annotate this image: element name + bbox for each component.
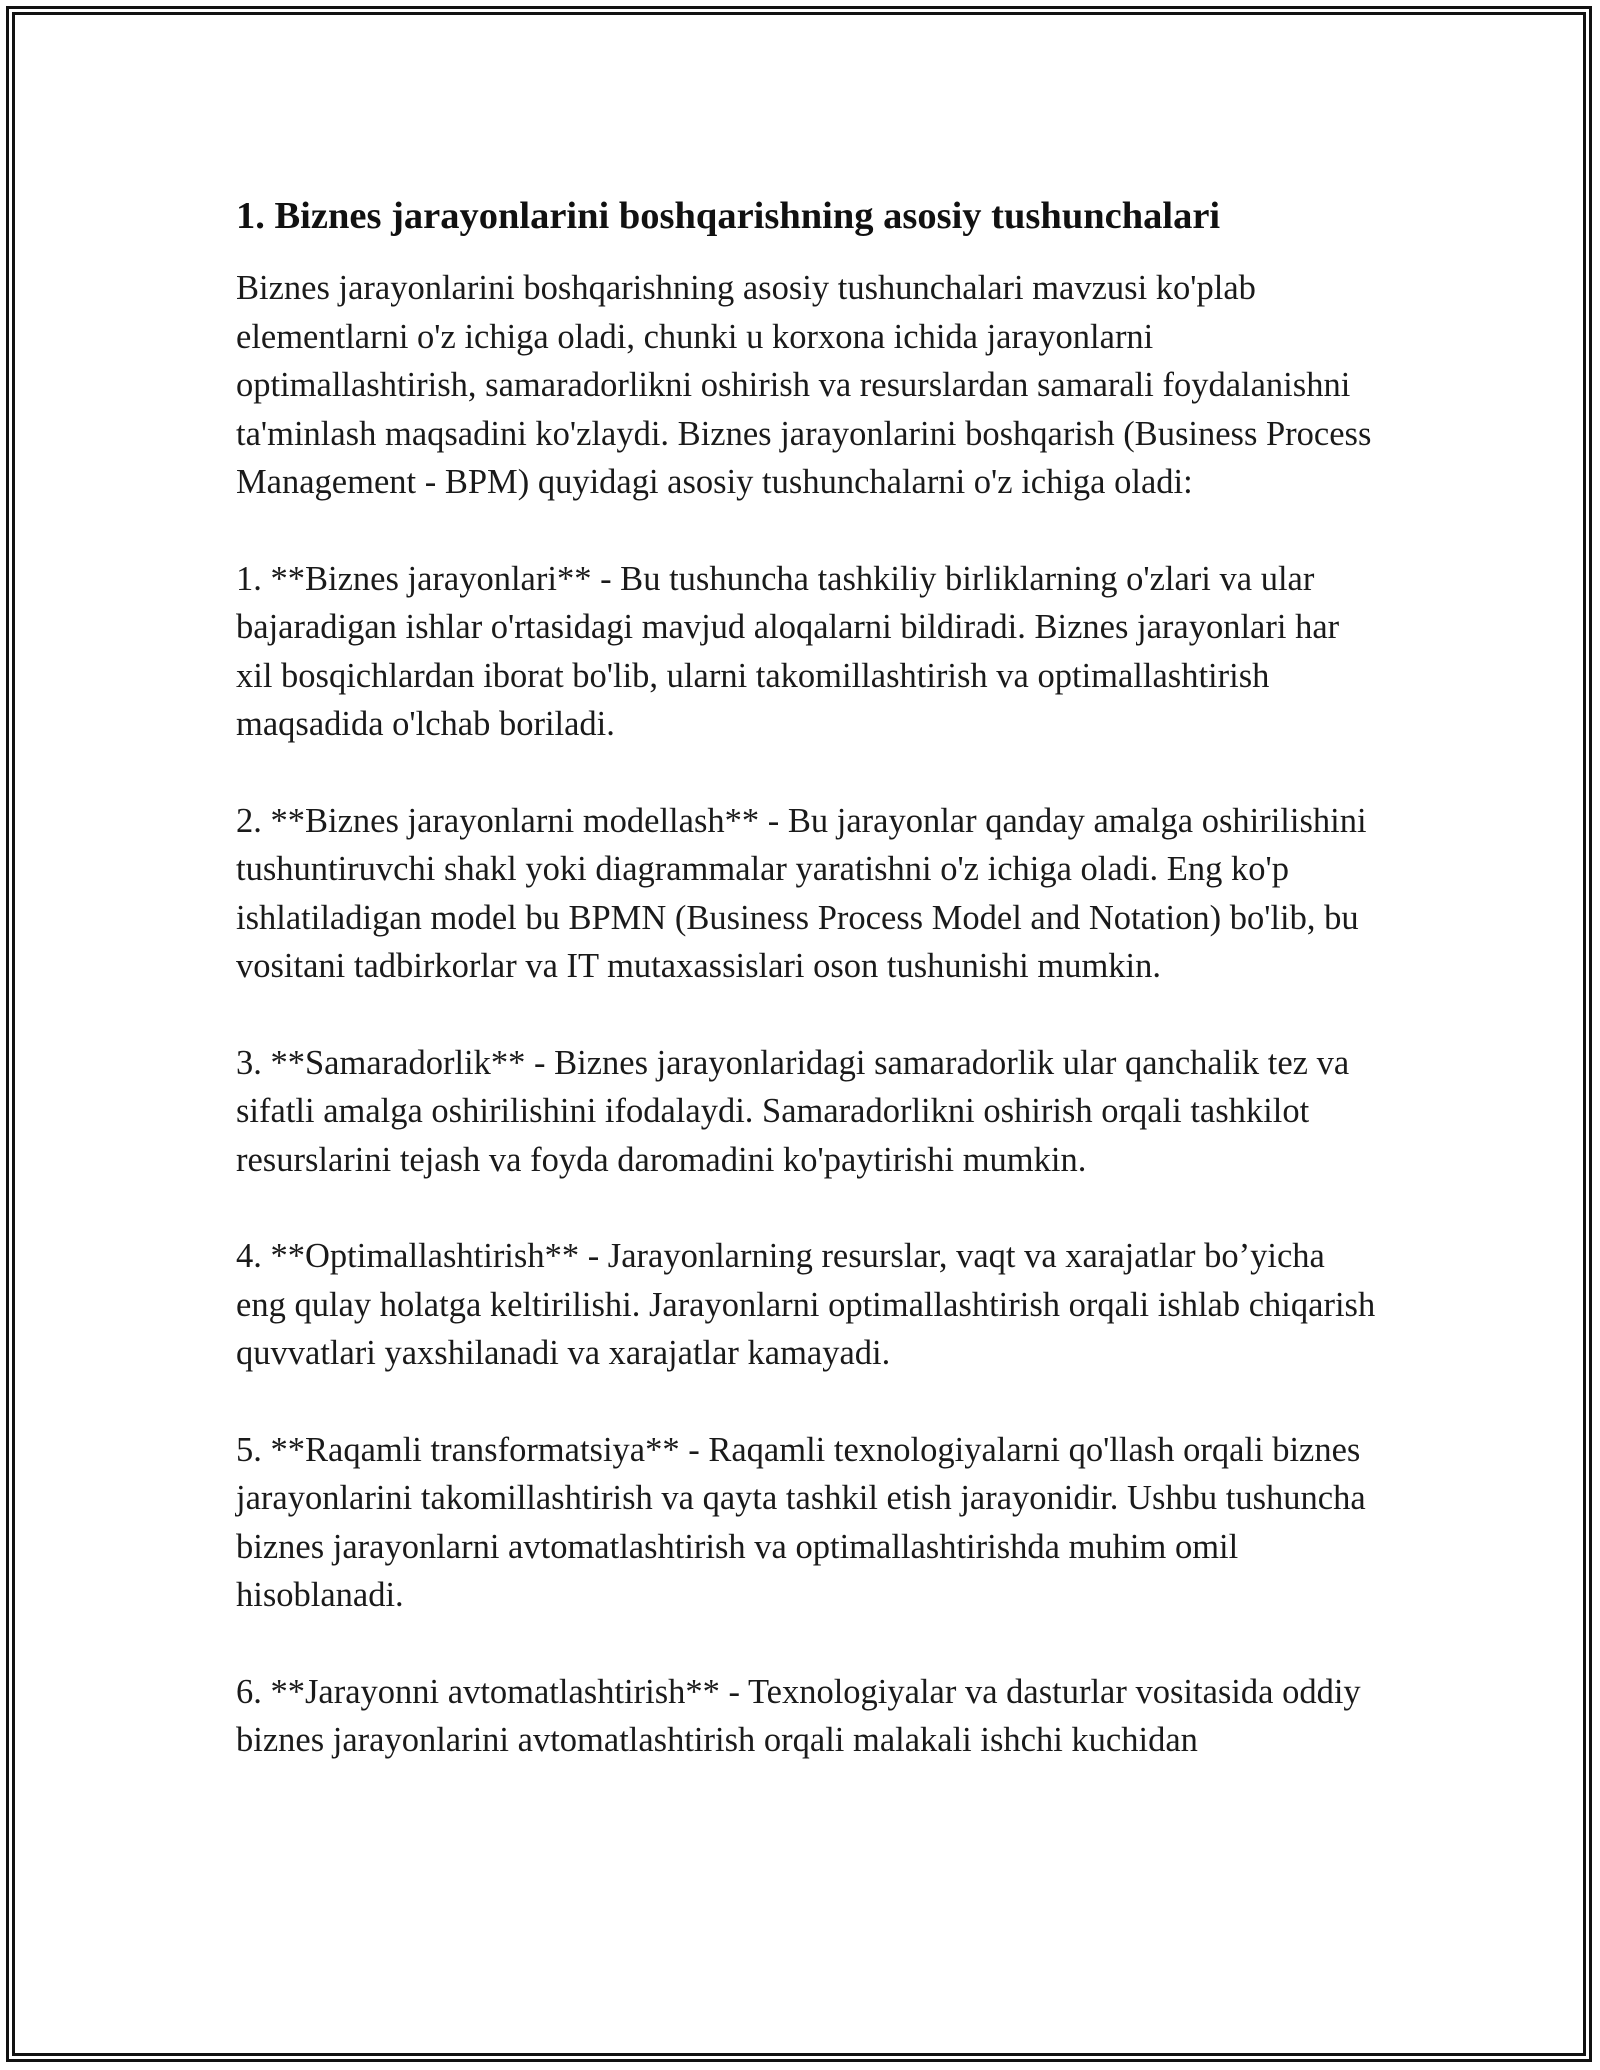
list-item-process-modeling: 2. **Biznes jarayonlarni modellash** - Bu jarayonlar qanday amalga oshirilishini tushuntiruvchi shakl yoki diagrammalar yaratishni o'z ichiga oladi. Eng ko'p ishlatiladigan model bu BPMN (Business Process Model and Notation) bo'lib, bu vositani tadbirkorlar va IT mutaxassislari oson tushunishi mumkin. xyxy=(236,801,1367,985)
list-item-optimization: 4. **Optimallashtirish** - Jarayonlarning resurslar, vaqt va xarajatlar bo’yicha eng qulay holatga keltirilishi. Jarayonlarni optimallashtirish orqali ishlab chiqarish quvvatlari yaxshilanadi va xarajatlar kamayadi. xyxy=(236,1237,1376,1372)
section-heading: 1. Biznes jarayonlarini boshqarishning asosiy tushunchalari xyxy=(236,195,1221,237)
list-item-process-automation: 6. **Jarayonni avtomatlashtirish** - Texnologiyalar va dasturlar vositasida oddiy biznes jarayonlarini avtomatlashtirish orqali malakali ishchi kuchidan xyxy=(236,1672,1361,1759)
list-item-efficiency: 3. **Samaradorlik** - Biznes jarayonlaridagi samaradorlik ular qanchalik tez va sifatli amalga oshirilishini ifodalaydi. Samaradorlikni oshirish orqali tashkilot resurslarini tejash va foyda daromadini ko'paytirishi mumkin. xyxy=(236,1043,1350,1179)
list-item-digital-transformation: 5. **Raqamli transformatsiya** - Raqamli texnologiyalarni qo'llash orqali biznes jarayonlarini takomillashtirish va qayta tashkil etish jarayonidir. Ushbu tushuncha biznes jarayonlarni avtomatlashtirish va optimallashtirishda muhim omil hisoblanadi. xyxy=(236,1430,1366,1614)
intro-paragraph: Biznes jarayonlarini boshqarishning asosiy tushunchalari mavzusi ko'plab elementlarni o'z ichiga oladi, chunki u korxona ichida jarayonlarni optimallashtirish, samaradorlikni oshirish va resurslardan samarali foydalanishni ta'minlash maqsadini ko'zlaydi. Biznes jarayonlarini boshqarish (Business Process Management - BPM) quyidagi asosiy tushunchalarni o'z ichiga oladi: xyxy=(236,269,1372,501)
list-item-business-processes: 1. **Biznes jarayonlari** - Bu tushuncha tashkiliy birliklarning o'zlari va ular bajaradigan ishlar o'rtasidagi mavjud aloqalarni bildiradi. Biznes jarayonlari har xil bosqichlardan iborat bo'lib, ularni takomillashtirish va optimallashtirish maqsadida o'lchab boriladi. xyxy=(236,559,1340,743)
document-body xyxy=(236,190,1376,1765)
